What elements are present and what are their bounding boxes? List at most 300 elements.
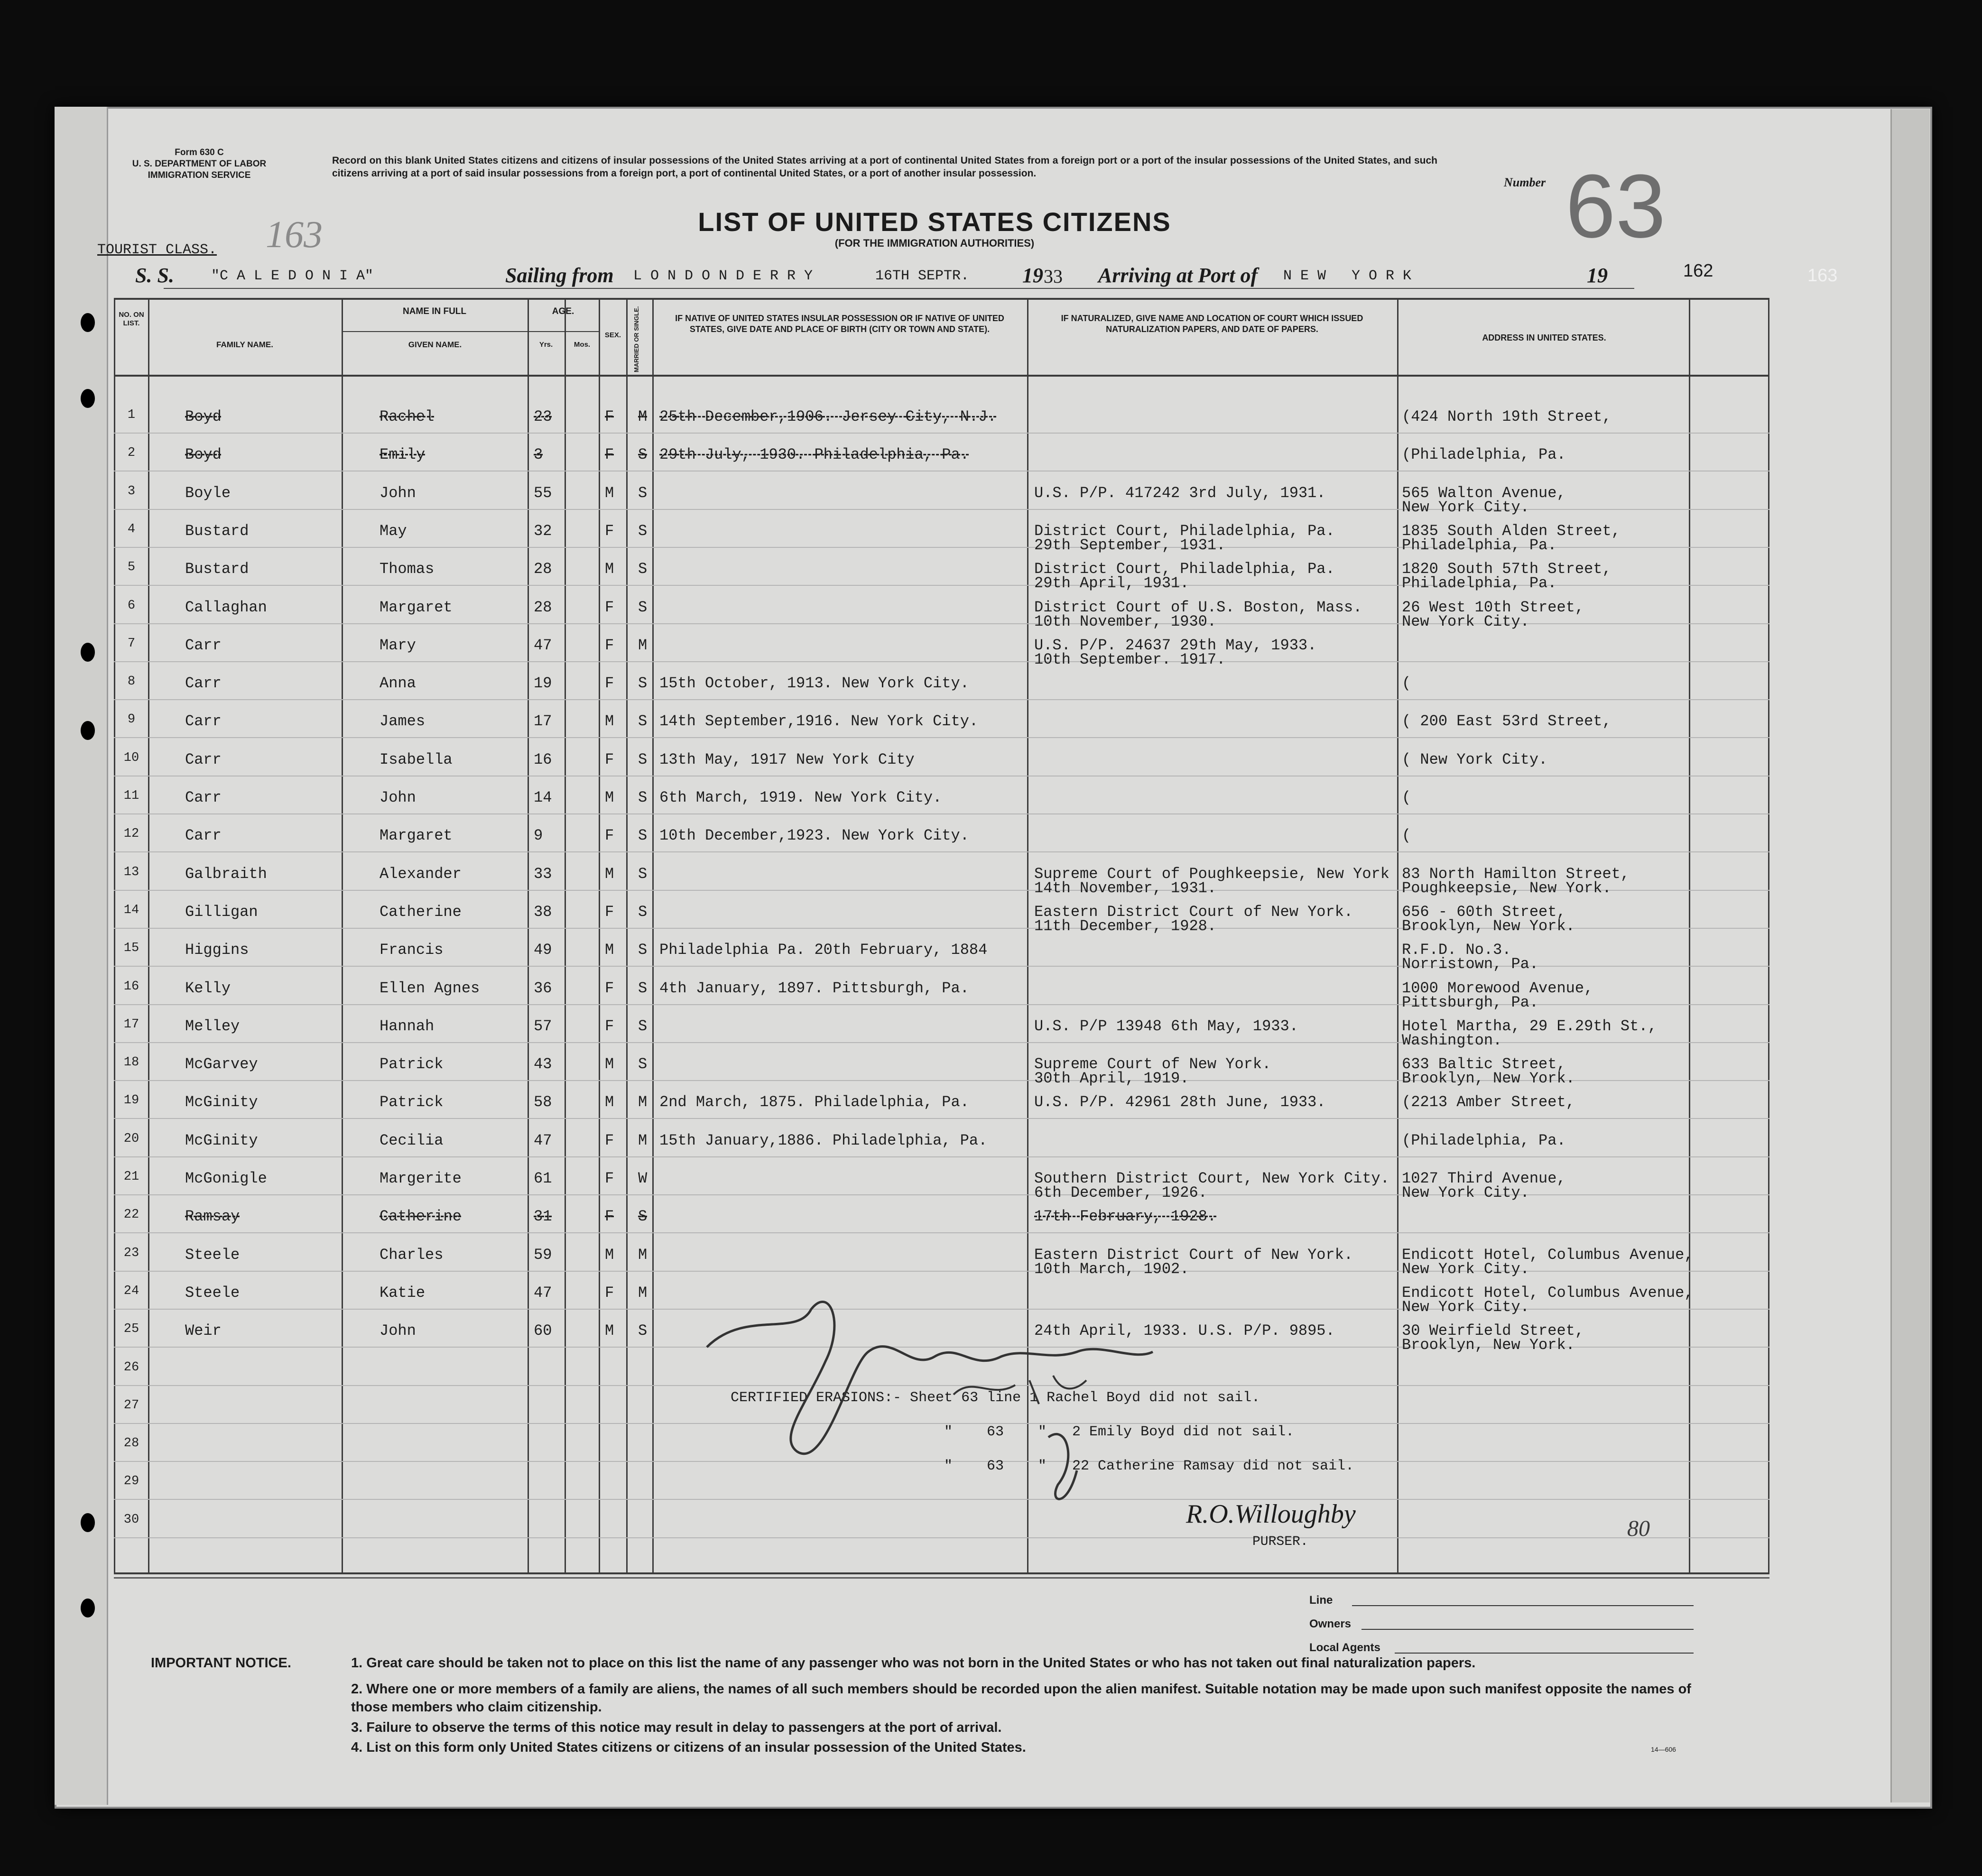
row-number: 25 [123, 1322, 139, 1337]
agents-underline [1395, 1653, 1694, 1654]
family-name: Higgins [185, 941, 249, 959]
ship-name: "C A L E D O N I A" [211, 268, 374, 284]
address-line-1: (2213 Amber Street, [1402, 1093, 1575, 1111]
address-line-2: Philadelphia, Pa. [1402, 574, 1557, 592]
family-name: Galbraith [185, 865, 267, 883]
address-line-2: Brooklyn, New York. [1402, 1070, 1575, 1088]
col-rule [599, 299, 600, 1572]
age-years: 47 [534, 636, 552, 654]
address-line-1: 1835 South Alden Street, [1402, 522, 1621, 540]
row-number: 2 [127, 446, 136, 461]
row-number: 13 [123, 865, 139, 879]
arriving-port: N E W Y O R K [1283, 268, 1412, 284]
age-years: 36 [534, 979, 552, 997]
given-name: Charles [380, 1246, 444, 1264]
page-edge [1890, 109, 1930, 1802]
address-line-1: (424 North 19th Street, [1402, 408, 1612, 425]
row-rule [114, 813, 1769, 814]
row-number: 14 [123, 903, 139, 917]
given-name: James [380, 712, 426, 730]
family-name: Boyd [185, 446, 222, 464]
given-name: John [380, 789, 416, 806]
row-number: 26 [123, 1360, 139, 1375]
address-line-1: Endicott Hotel, Columbus Avenue, [1402, 1284, 1694, 1302]
naturalization-line-1: District Court of U.S. Boston, Mass. [1034, 598, 1362, 616]
row-number: 7 [127, 636, 136, 651]
marital-status: S [638, 750, 648, 768]
row-number: 1 [127, 408, 136, 422]
col-rule [342, 299, 343, 1572]
table-top-rule [114, 298, 1769, 300]
address-line-1: (Philadelphia, Pa. [1402, 446, 1566, 464]
row-number: 11 [123, 789, 139, 803]
voyage-line [97, 263, 1734, 292]
age-years: 43 [534, 1055, 552, 1073]
row-number: 6 [127, 598, 136, 613]
pencil-mark: 163 [266, 214, 323, 256]
year-prefix: 19 [1022, 264, 1043, 287]
marital-status: S [638, 979, 648, 997]
age-years: 61 [534, 1170, 552, 1187]
row-number: 4 [127, 522, 136, 536]
age-years: 55 [534, 484, 552, 502]
age-years: 31 [534, 1208, 552, 1226]
naturalization-line-2: 10th March, 1902. [1034, 1260, 1189, 1278]
family-name: McGonigle [185, 1170, 267, 1187]
given-name: Thomas [380, 560, 435, 578]
age-years: 9 [534, 827, 543, 845]
birth-info: 13th May, 1917 New York City [659, 750, 915, 768]
address-line-2: Poughkeepsie, New York. [1402, 879, 1612, 897]
col-header-family: FAMILY NAME. [216, 340, 273, 349]
age-years: 28 [534, 560, 552, 578]
naturalization-line-2: 14th November, 1931. [1034, 879, 1217, 897]
number-label: Number [1504, 176, 1546, 189]
age-years: 57 [534, 1017, 552, 1035]
marital-status: S [638, 941, 648, 959]
family-name: Melley [185, 1017, 240, 1035]
col-header-name: NAME IN FULL [402, 306, 467, 316]
birth-info: 6th March, 1919. New York City. [659, 789, 942, 806]
row-number: 8 [127, 675, 136, 689]
sex: F [605, 408, 614, 425]
binder-strip [55, 107, 108, 1805]
naturalization-line-2: 29th April, 1931. [1034, 574, 1189, 592]
row-number: 20 [123, 1131, 139, 1146]
given-name: Patrick [380, 1093, 444, 1111]
naturalization-line-1: Eastern District Court of New York. [1034, 1246, 1353, 1264]
owners-label: Owners [1309, 1617, 1352, 1630]
col-rule [652, 299, 654, 1572]
manifest-sheet [55, 107, 1932, 1809]
family-name: Ramsay [185, 1208, 240, 1226]
naturalization-line-2: 29th September, 1931. [1034, 536, 1226, 554]
row-number: 29 [123, 1474, 139, 1489]
marital-status: S [638, 865, 648, 883]
row-number: 28 [123, 1436, 139, 1451]
address-line-2: Philadelphia, Pa. [1402, 536, 1557, 554]
naturalization-line-2: 10th September. 1917. [1034, 650, 1226, 668]
sex: F [605, 1170, 614, 1187]
given-name: May [380, 522, 407, 540]
birth-info: 25th December,1906. Jersey City, N.J. [659, 408, 997, 425]
address-line-1: ( New York City. [1402, 750, 1548, 768]
sex: F [605, 446, 614, 464]
marital-status: S [638, 598, 648, 616]
naturalization-line-1: U.S. P/P 13948 6th May, 1933. [1034, 1017, 1298, 1035]
table-bottom-rule [114, 1572, 1769, 1574]
address-line-2: New York City. [1402, 1298, 1529, 1316]
sex: M [605, 941, 614, 959]
col-header-address: ADDRESS IN UNITED STATES. [1482, 333, 1606, 342]
given-name: Francis [380, 941, 444, 959]
sex: M [605, 484, 614, 502]
page-number-162: 162 [1683, 261, 1713, 281]
address-line-1: ( [1402, 827, 1411, 845]
row-number: 3 [127, 484, 136, 499]
sex: F [605, 827, 614, 845]
given-name: Hannah [380, 1017, 435, 1035]
family-name: McGinity [185, 1093, 258, 1111]
marital-status: W [638, 1170, 648, 1187]
row-rule [114, 1118, 1769, 1119]
given-name: Catherine [380, 903, 462, 921]
naturalization-line-1: 17th February, 1928. [1034, 1208, 1217, 1226]
row-rule [114, 699, 1769, 700]
col-header-no: NO. ON LIST. [119, 311, 144, 327]
row-rule [114, 433, 1769, 434]
family-name: Callaghan [185, 598, 267, 616]
binder-hole [81, 389, 95, 408]
age-years: 60 [534, 1322, 552, 1340]
col-header-yrs: Yrs. [539, 341, 553, 349]
family-name: Bustard [185, 522, 249, 540]
owners-field [1309, 1617, 1698, 1631]
naturalization-line-1: U.S. P/P. 24637 29th May, 1933. [1034, 636, 1317, 654]
col-rule [626, 299, 628, 1572]
family-name: Bustard [185, 560, 249, 578]
address-line-2: Brooklyn, New York. [1402, 1336, 1575, 1354]
marital-status: S [638, 1017, 648, 1035]
birth-info: 10th December,1923. New York City. [659, 827, 969, 845]
naturalization-line-1: Supreme Court of Poughkeepsie, New York [1034, 865, 1389, 883]
naturalization-line-1: Supreme Court of New York. [1034, 1055, 1271, 1073]
age-years: 59 [534, 1246, 552, 1264]
pencil-total: 80 [1627, 1516, 1650, 1541]
arriving-label: Arriving at Port of [1098, 264, 1258, 287]
naturalization-line-1: Eastern District Court of New York. [1034, 903, 1353, 921]
birth-info: 15th January,1886. Philadelphia, Pa. [659, 1131, 988, 1149]
naturalization-line-2: 30th April, 1919. [1034, 1070, 1189, 1088]
address-line-2: Washington. [1402, 1031, 1502, 1049]
given-name: Katie [380, 1284, 426, 1302]
col-rule [1768, 299, 1769, 1572]
birth-info: 4th January, 1897. Pittsburgh, Pa. [659, 979, 969, 997]
col-header-given: GIVEN NAME. [408, 340, 462, 349]
marital-status: S [638, 675, 648, 693]
address-line-1: ( [1402, 675, 1411, 693]
ship-label: S. S. [135, 264, 174, 287]
age-years: 3 [534, 446, 543, 464]
address-line-2: New York City. [1402, 1260, 1529, 1278]
marital-status: S [638, 446, 648, 464]
family-name: Carr [185, 636, 222, 654]
naturalization-line-2: 11th December, 1928. [1034, 917, 1217, 935]
sex: F [605, 1208, 614, 1226]
family-name: Boyd [185, 408, 222, 425]
given-name: Catherine [380, 1208, 462, 1226]
sex: M [605, 1246, 614, 1264]
department-name: U. S. DEPARTMENT OF LABOR [132, 159, 267, 169]
address-line-2: New York City. [1402, 498, 1529, 516]
line-field [1309, 1594, 1698, 1607]
sex: M [605, 1093, 614, 1111]
sex: M [605, 712, 614, 730]
row-number: 19 [123, 1093, 139, 1108]
marital-status: S [638, 903, 648, 921]
col-header-native: IF NATIVE OF UNITED STATES INSULAR POSSESSION OR IF NATIVE OF UNITED STATES, GIVE DATE AND PLACE OF BIRTH (CITY OR TOWN AND STATE). [675, 314, 1004, 334]
family-name: Kelly [185, 979, 231, 997]
given-name: Emily [380, 446, 426, 464]
row-number: 12 [123, 827, 139, 841]
line-underline [1352, 1605, 1694, 1606]
binder-hole [81, 1599, 95, 1617]
naturalization-line-1: District Court, Philadelphia, Pa. [1034, 522, 1335, 540]
binder-hole [81, 313, 95, 332]
family-name: Carr [185, 712, 222, 730]
address-line-1: 26 West 10th Street, [1402, 598, 1584, 616]
given-name: Margaret [380, 598, 453, 616]
row-number: 22 [123, 1208, 139, 1222]
given-name: Margerite [380, 1170, 462, 1187]
notice-4: 4. List on this form only United States citizens or citizens of an insular possession of the United States. [351, 1740, 1026, 1755]
sex: F [605, 522, 614, 540]
purser-signature: R.O.Willoughby [1186, 1499, 1356, 1529]
table-header-rule [114, 375, 1769, 377]
address-line-2: Norristown, Pa. [1402, 955, 1539, 973]
age-years: 16 [534, 750, 552, 768]
col-header-naturalized: IF NATURALIZED, GIVE NAME AND LOCATION OF COURT WHICH ISSUED NATURALIZATION PAPERS, AND DATE OF PAPERS. [1061, 314, 1363, 334]
agents-field [1309, 1641, 1698, 1654]
marital-status: S [638, 560, 648, 578]
family-name: Carr [185, 789, 222, 806]
owners-underline [1361, 1629, 1694, 1630]
address-line-1: ( 200 East 53rd Street, [1402, 712, 1612, 730]
age-years: 23 [534, 408, 552, 425]
row-number: 5 [127, 560, 136, 575]
official-signature-scrawl [688, 1281, 1186, 1518]
age-years: 19 [534, 675, 552, 693]
row-number: 21 [123, 1170, 139, 1184]
marital-status: S [638, 1322, 648, 1340]
address-line-1: ( [1402, 789, 1411, 806]
age-years: 17 [534, 712, 552, 730]
col-header-married: MARRIED OR SINGLE. [633, 306, 640, 372]
line-label: Line [1309, 1594, 1333, 1607]
age-years: 38 [534, 903, 552, 921]
sex: F [605, 636, 614, 654]
address-line-2: Pittsburgh, Pa. [1402, 993, 1539, 1011]
row-number: 16 [123, 979, 139, 994]
address-line-1: 633 Baltic Street, [1402, 1055, 1566, 1073]
family-name: Steele [185, 1246, 240, 1264]
naturalization-line-1: U.S. P/P. 417242 3rd July, 1931. [1034, 484, 1326, 502]
agents-label: Local Agents [1309, 1641, 1380, 1654]
service-name: IMMIGRATION SERVICE [148, 170, 251, 180]
arrival-year-prefix: 19 [1587, 264, 1608, 287]
erasure-line-2: " 63 " 2 Emily Boyd did not sail. [944, 1424, 1295, 1440]
row-number: 24 [123, 1284, 139, 1298]
list-number: 63 [1565, 156, 1666, 257]
given-name: Anna [380, 675, 416, 693]
age-years: 47 [534, 1284, 552, 1302]
address-line-2: New York City. [1402, 1184, 1529, 1201]
marital-status: M [638, 408, 648, 425]
address-line-2: Brooklyn, New York. [1402, 917, 1575, 935]
footer-rule [114, 1577, 1769, 1579]
row-rule [114, 851, 1769, 852]
sex: F [605, 979, 614, 997]
row-rule [114, 1156, 1769, 1157]
marital-status: S [638, 789, 648, 806]
sex: F [605, 1131, 614, 1149]
sailing-port: L O N D O N D E R R Y [633, 268, 813, 284]
notice-label: IMPORTANT NOTICE. [151, 1655, 291, 1671]
row-number: 30 [123, 1512, 139, 1527]
address-line-1: 83 North Hamilton Street, [1402, 865, 1630, 883]
naturalization-line-1: Southern District Court, New York City. [1034, 1170, 1389, 1187]
age-years: 58 [534, 1093, 552, 1111]
year-suffix: 33 [1044, 266, 1063, 287]
naturalization-line-2: 6th December, 1926. [1034, 1184, 1207, 1201]
age-years: 28 [534, 598, 552, 616]
given-name: Patrick [380, 1055, 444, 1073]
birth-info: 15th October, 1913. New York City. [659, 675, 969, 693]
age-sub-rule [528, 331, 600, 332]
col-header-age: AGE. [552, 306, 574, 316]
row-number: 15 [123, 941, 139, 956]
address-line-1: (Philadelphia, Pa. [1402, 1131, 1566, 1149]
col-header-sex: SEX. [604, 331, 621, 339]
family-name: McGarvey [185, 1055, 258, 1073]
given-name: Isabella [380, 750, 453, 768]
family-name: Carr [185, 750, 222, 768]
col-rule [1397, 299, 1399, 1572]
erasure-line-1: CERTIFIED ERASIONS:- Sheet 63 line 1 Rachel Boyd did not sail. [731, 1390, 1260, 1406]
notice-1: 1. Great care should be taken not to place on this list the name of any passenger who was not born in the United States or who has not taken out final naturalization papers. [351, 1655, 1476, 1671]
marital-status: M [638, 1131, 648, 1149]
marital-status: M [638, 1284, 648, 1302]
naturalization-line-1: 24th April, 1933. U.S. P/P. 9895. [1034, 1322, 1335, 1340]
form-header [114, 147, 285, 181]
age-years: 32 [534, 522, 552, 540]
page-title: LIST OF UNITED STATES CITIZENS [698, 207, 1171, 237]
address-line-1: Hotel Martha, 29 E.29th St., [1402, 1017, 1657, 1035]
family-name: Boyle [185, 484, 231, 502]
page-subtitle: (FOR THE IMMIGRATION AUTHORITIES) [834, 237, 1035, 249]
address-line-1: 1027 Third Avenue, [1402, 1170, 1566, 1187]
birth-info: 2nd March, 1875. Philadelphia, Pa. [659, 1093, 969, 1111]
address-line-2: New York City. [1402, 612, 1529, 630]
given-name: John [380, 1322, 416, 1340]
age-years: 49 [534, 941, 552, 959]
birth-info: 14th September,1916. New York City. [659, 712, 979, 730]
given-name: John [380, 484, 416, 502]
row-number: 27 [123, 1398, 139, 1413]
marital-status: S [638, 1055, 648, 1073]
notice-2: 2. Where one or more members of a family are aliens, the names of all such members should be recorded upon the alien manifest. Suitable notation may be made upon such manifest opposite the names of those members who claim citizenship. [351, 1682, 1691, 1715]
row-number: 9 [127, 712, 136, 727]
family-name: Carr [185, 675, 222, 693]
address-line-1: 1820 South 57th Street, [1402, 560, 1612, 578]
address-line-1: 30 Weirfield Street, [1402, 1322, 1584, 1340]
form-instruction: Record on this blank United States citizens and citizens of insular possessions of the United States arriving at a port of continental United States from a foreign port or a port of the insular possessions of the United States, and such citizens arriving at a port of said insular possessions from a foreign port, a port of continental United States, or a port of another insular possession. [332, 155, 1437, 179]
page-number-163: 163 [1807, 266, 1838, 286]
notice-3: 3. Failure to observe the terms of this notice may result in delay to passengers at the port of arrival. [351, 1720, 1002, 1735]
sex: F [605, 1284, 614, 1302]
given-name: Alexander [380, 865, 462, 883]
marital-status: M [638, 1093, 648, 1111]
marital-status: S [638, 712, 648, 730]
family-name: McGinity [185, 1131, 258, 1149]
marital-status: S [638, 484, 648, 502]
age-years: 14 [534, 789, 552, 806]
sex: F [605, 598, 614, 616]
printer-code: 14—606 [1651, 1746, 1676, 1753]
marital-status: S [638, 522, 648, 540]
passenger-class: TOURIST CLASS. [97, 242, 217, 258]
address-line-1: 565 Walton Avenue, [1402, 484, 1566, 502]
marital-status: M [638, 1246, 648, 1264]
voyage-underline [164, 288, 1634, 289]
row-rule [114, 1042, 1769, 1043]
naturalization-line-2: 10th November, 1930. [1034, 612, 1217, 630]
purser-title: PURSER. [1252, 1534, 1308, 1549]
address-line-1: Endicott Hotel, Columbus Avenue, [1402, 1246, 1694, 1264]
age-years: 33 [534, 865, 552, 883]
sex: M [605, 865, 614, 883]
row-number: 10 [123, 750, 139, 765]
binder-hole [81, 1513, 95, 1532]
birth-info: 29th July, 1930. Philadelphia, Pa. [659, 446, 969, 464]
sailing-label: Sailing from [505, 264, 614, 287]
row-number: 23 [123, 1246, 139, 1260]
family-name: Steele [185, 1284, 240, 1302]
sex: F [605, 675, 614, 693]
birth-info: Philadelphia Pa. 20th February, 1884 [659, 941, 988, 959]
col-rule [148, 299, 149, 1572]
sex: M [605, 1322, 614, 1340]
form-number: Form 630 C [175, 148, 224, 157]
naturalization-line-1: U.S. P/P. 42961 28th June, 1933. [1034, 1093, 1326, 1111]
sex: F [605, 903, 614, 921]
sex: M [605, 560, 614, 578]
family-name: Gilligan [185, 903, 258, 921]
address-line-1: 656 - 60th Street, [1402, 903, 1566, 921]
erasure-line-3: " 63 " 22 Catherine Ramsay did not sail. [944, 1458, 1354, 1474]
sex: M [605, 1055, 614, 1073]
sex: M [605, 789, 614, 806]
family-name: Weir [185, 1322, 222, 1340]
given-name: Mary [380, 636, 416, 654]
address-line-1: R.F.D. No.3. [1402, 941, 1511, 959]
naturalization-line-1: District Court, Philadelphia, Pa. [1034, 560, 1335, 578]
marital-status: S [638, 1208, 648, 1226]
marital-status: M [638, 636, 648, 654]
marital-status: S [638, 827, 648, 845]
sailing-date: 16TH SEPTR. [875, 268, 970, 284]
col-rule [528, 299, 529, 1572]
